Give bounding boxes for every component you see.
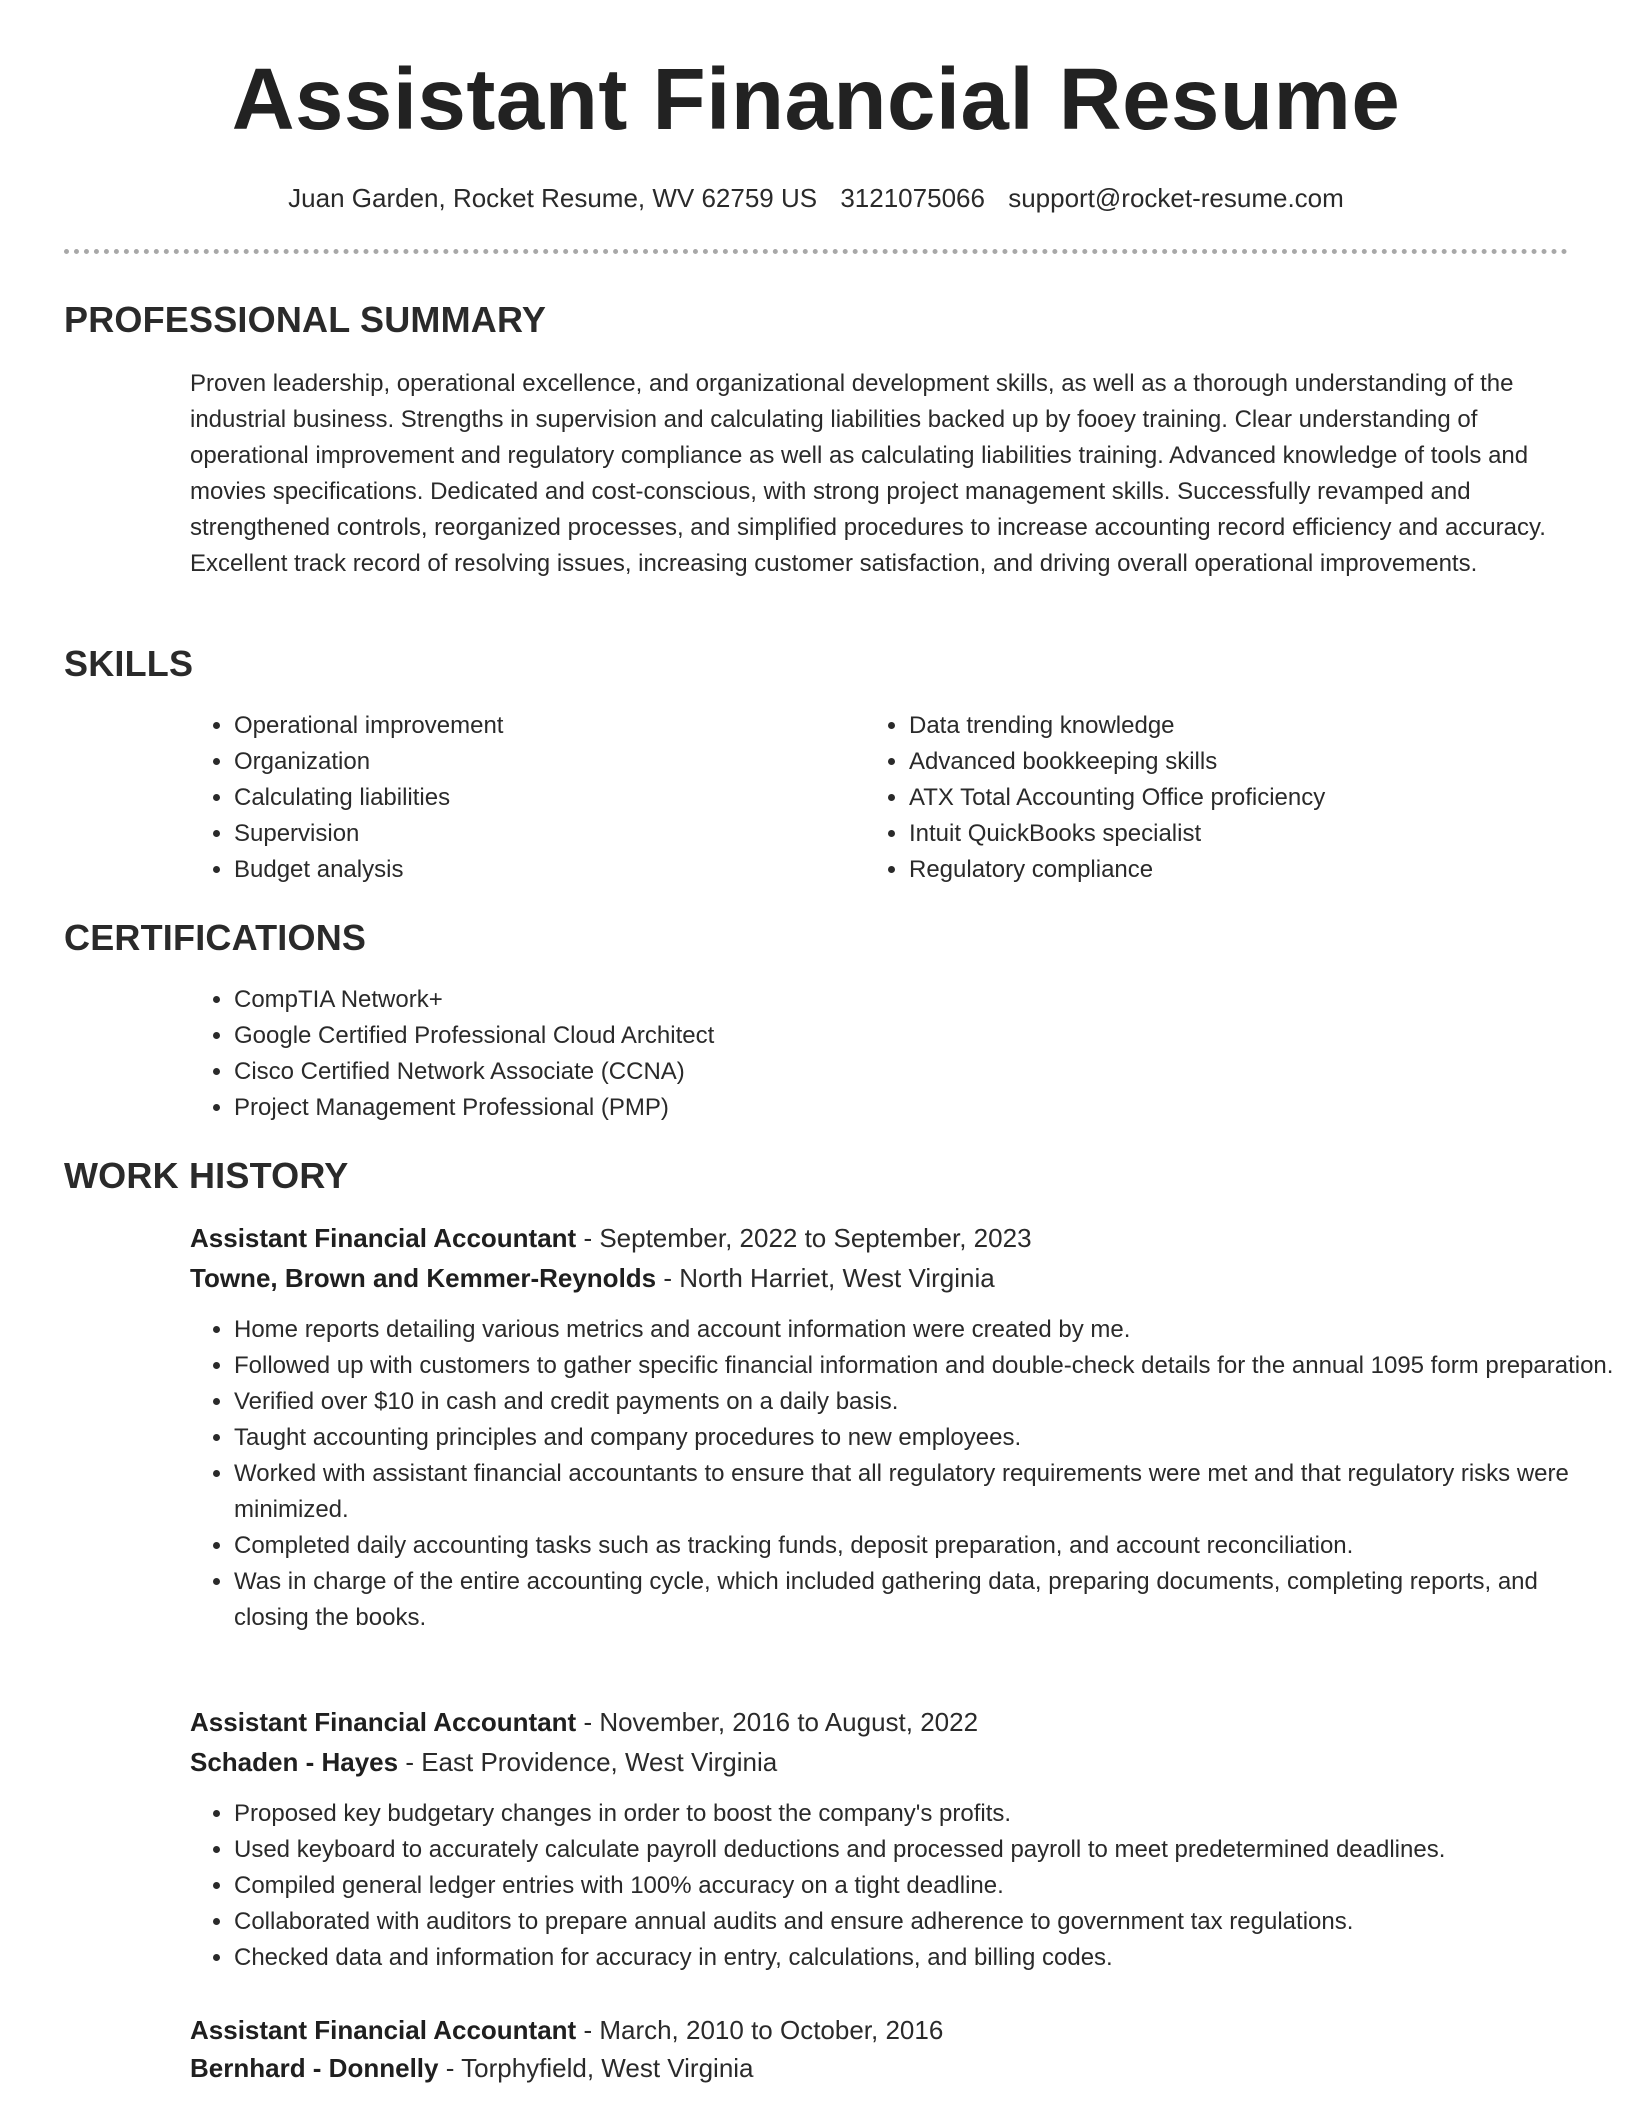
job-title-line [190,2012,943,2048]
job-location: - North Harriet, West Virginia [656,1263,995,1293]
job-bullets [190,1312,1614,1636]
skill-item: • Intuit QuickBooks specialist [909,816,1609,852]
job-bullet: • Used keyboard to accurately calculate payroll deductions and processed payroll to meet predetermined deadlines. [234,1832,1614,1868]
job-company: Bernhard - Donnelly [190,2053,439,2083]
job-dates: - March, 2010 to October, 2016 [576,2015,944,2045]
job-bullet: • Compiled general ledger entries with 100% accuracy on a tight deadline. [234,1868,1614,1904]
job-bullet: • Checked data and information for accuracy in entry, calculations, and billing codes. [234,1940,1614,1976]
job-bullet: • Was in charge of the entire accounting cycle, which included gathering data, preparing documents, completing reports, and closing the books. [234,1564,1614,1636]
job-bullet: • Collaborated with auditors to prepare annual audits and ensure adherence to government tax regulations. [234,1904,1614,1940]
job-dates: - September, 2022 to September, 2023 [576,1223,1032,1253]
job-bullet: • Completed daily accounting tasks such as tracking funds, deposit preparation, and account reconciliation. [234,1528,1614,1564]
skill-item: • Data trending knowledge [909,708,1609,744]
job-title-line [190,1220,1032,1256]
job-company-line [190,2050,754,2086]
job-company: Towne, Brown and Kemmer-Reynolds [190,1263,657,1293]
contact-address: Juan Garden, Rocket Resume, WV 62759 US [288,183,818,213]
job-bullet: • Verified over $10 in cash and credit payments on a daily basis. [234,1384,1614,1420]
certification-item: • Cisco Certified Network Associate (CCNA) [234,1054,1534,1090]
job-company: Schaden - Hayes [190,1747,399,1777]
contact-phone: 3121075066 [840,183,985,213]
skills-list-right [865,708,1609,888]
skill-item: • ATX Total Accounting Office proficiency [909,780,1609,816]
section-title-summary: PROFESSIONAL SUMMARY [64,299,547,340]
skill-item: • Budget analysis [234,852,854,888]
job-bullet: • Worked with assistant financial accountants to ensure that all regulatory requirements were met and that regulatory risks were minimized. [234,1456,1614,1528]
section-title-work-history: WORK HISTORY [64,1155,349,1196]
skill-item: • Supervision [234,816,854,852]
job-bullet: • Followed up with customers to gather specific financial information and double-check details for the annual 1095 form preparation. [234,1348,1614,1384]
skill-item: • Operational improvement [234,708,854,744]
job-title: Assistant Financial Accountant [190,1223,577,1253]
job-title-line [190,1704,978,1740]
job-bullets [190,1796,1614,1976]
skill-item: • Regulatory compliance [909,852,1609,888]
summary-text: Proven leadership, operational excellence, and organizational development skills, as well as a thorough understanding of the industrial business. Strengths in supervision and calculating liabilities backed up by fooey training. Clear understanding of operational improvement and regulatory compliance as well as calculating liabilities training. Advanced knowledge of tools and movies specifications. Dedicated and cost-conscious, with strong project management skills. Successfully revamped and strengthened controls, reorganized processes, and simplified procedures to increase accounting record efficiency and accuracy. Excellent track record of resolving issues, increasing customer satisfaction, and driving overall operational improvements. [190,370,1546,577]
job-title: Assistant Financial Accountant [190,1707,577,1737]
header-divider [64,249,1568,254]
certification-item: • Google Certified Professional Cloud Architect [234,1018,1534,1054]
section-title-certifications: CERTIFICATIONS [64,917,367,958]
job-dates: - November, 2016 to August, 2022 [576,1707,979,1737]
contact-email: support@rocket-resume.com [1008,183,1344,213]
skill-item: • Organization [234,744,854,780]
job-bullet: • Proposed key budgetary changes in order to boost the company's profits. [234,1796,1614,1832]
job-location: - East Providence, West Virginia [398,1747,778,1777]
resume-title: Assistant Financial Resume [231,51,1401,148]
certification-item: • CompTIA Network+ [234,982,1534,1018]
section-title-skills: SKILLS [64,643,194,684]
job-location: - Torphyfield, West Virginia [438,2053,754,2083]
job-bullet: • Home reports detailing various metrics and account information were created by me. [234,1312,1614,1348]
job-bullet: • Taught accounting principles and company procedures to new employees. [234,1420,1614,1456]
skill-item: • Calculating liabilities [234,780,854,816]
contact-line [0,180,1632,216]
job-company-line [190,1744,777,1780]
job-title: Assistant Financial Accountant [190,2015,577,2045]
skills-list-left [190,708,854,888]
certification-item: • Project Management Professional (PMP) [234,1090,1534,1126]
skill-item: • Advanced bookkeeping skills [909,744,1609,780]
certifications-list [190,982,1534,1126]
job-company-line [190,1260,995,1296]
